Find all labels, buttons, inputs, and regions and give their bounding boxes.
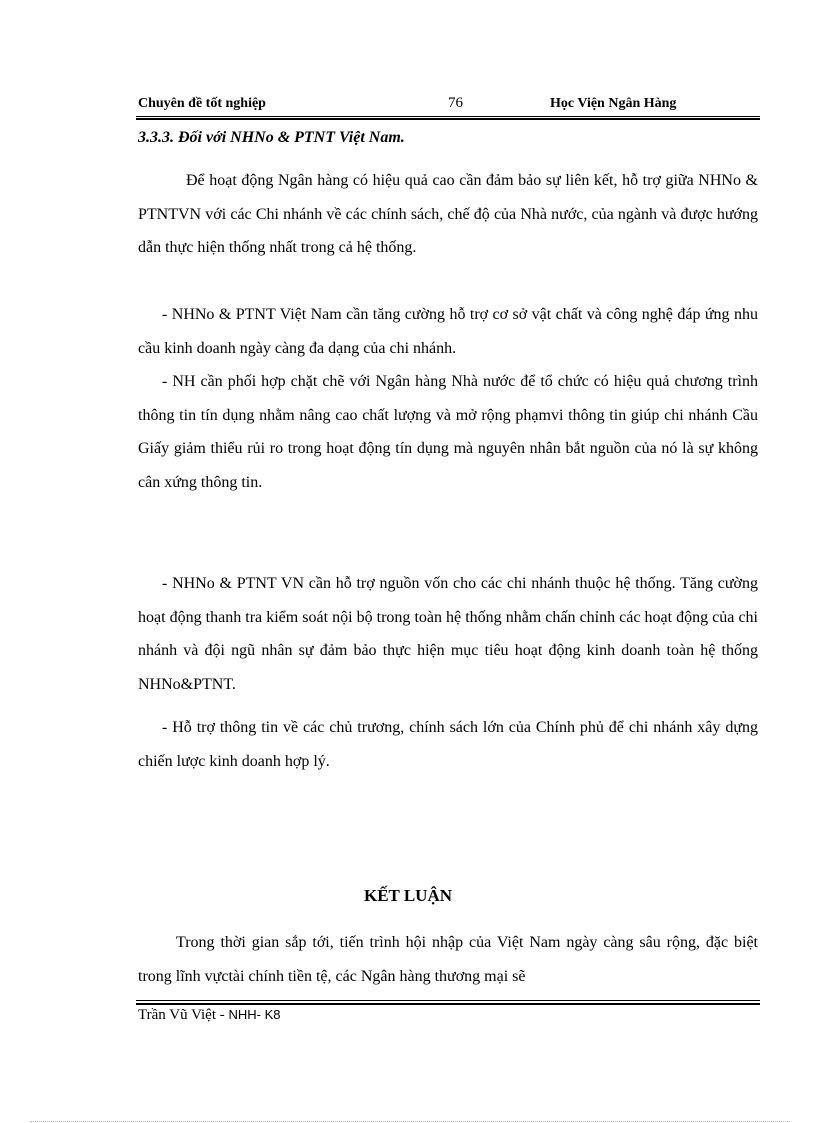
paragraph-intro: Để hoạt động Ngân hàng có hiệu quả cao cần đảm bảo sự liên kết, hỗ trợ giữa NHNo & PTNTVN với các Chi nhánh về các chính sách, chế độ của Nhà nước, của ngành và được hướng dẫn thực hiện thống nhất trong cả hệ thống. xyxy=(138,172,758,256)
footer-rule-thick xyxy=(136,1003,760,1005)
footer xyxy=(138,1007,281,1024)
header-title: Chuyên đề tốt nghiệp xyxy=(138,96,266,111)
paragraph-bullet-2: - NH cần phối hợp chặt chẽ với Ngân hàng Nhà nước để tổ chức có hiệu quả chương trình thông tin tín dụng nhằm nâng cao chất lượng và mở rộng phạmvi thông tin giúp chi nhánh Cầu Giấy giảm thiểu rủi ro trong hoạt động tín dụng mà nguyên nhân bắt nguồn của nó là sự không cân xứng thông tin. xyxy=(138,373,758,491)
paragraph-bullet-3: - NHNo & PTNT VN cần hỗ trợ nguồn vốn cho các chi nhánh thuộc hệ thống. Tăng cường hoạt động thanh tra kiểm soát nội bộ trong toàn hệ thống nhằm chấn chỉnh các hoạt động của chi nhánh và đội ngũ nhân sự đảm bảo thực hiện mục tiêu hoạt động kinh doanh toàn hệ thống NHNo&PTNT. xyxy=(138,575,758,693)
footer-author: Trần Vũ Việt - xyxy=(138,1007,229,1023)
section-title: 3.3.3. Đối với NHNo & PTNT Việt Nam. xyxy=(138,129,405,146)
footer-class-code: NHH- K8 xyxy=(228,1007,281,1022)
header-institution: Học Viện Ngân Hàng xyxy=(550,96,677,111)
paragraph-bullet-1: - NHNo & PTNT Việt Nam cần tăng cường hỗ trợ cơ sở vật chất và công nghệ đáp ứng nhu cầu kinh doanh ngày càng đa dạng của chi nhánh. xyxy=(138,306,758,357)
header-rule-thick xyxy=(136,118,760,120)
conclusion-heading: KẾT LUẬN xyxy=(363,886,452,905)
header-rule xyxy=(136,116,760,117)
conclusion-paragraph: Trong thời gian sắp tới, tiến trình hội nhập của Việt Nam ngày càng sâu rộng, đặc biệt trong lĩnh vựctài chính tiền tệ, các Ngân hàng thương mại sẽ xyxy=(138,934,758,985)
page-edge-dotted-line xyxy=(30,1121,790,1122)
footer-rule xyxy=(136,1000,760,1001)
page-number: 76 xyxy=(448,95,463,111)
paragraph-bullet-4: - Hỗ trợ thông tin về các chủ trương, chính sách lớn của Chính phủ để chi nhánh xây dựng chiến lược kinh doanh hợp lý. xyxy=(138,719,758,770)
